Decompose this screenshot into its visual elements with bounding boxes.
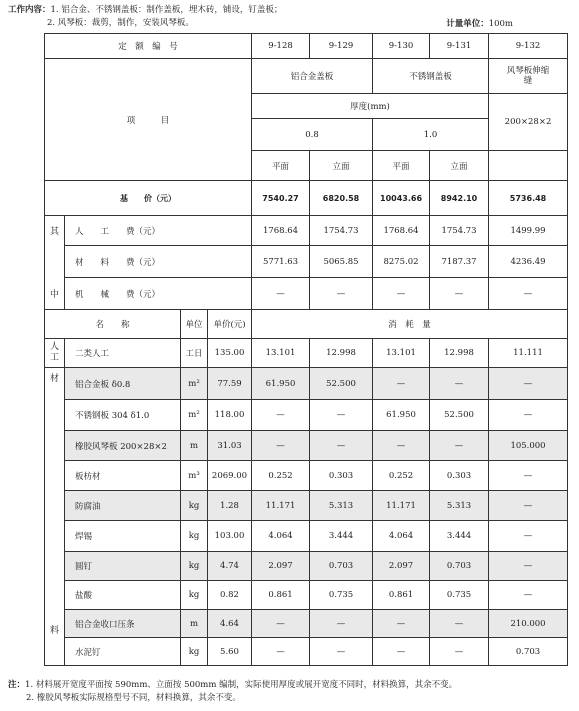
code-row bbox=[45, 34, 568, 59]
consumption-value: — bbox=[430, 610, 489, 638]
side-blank bbox=[45, 491, 65, 521]
material-row bbox=[45, 521, 568, 552]
consumption-value: 52.500 bbox=[430, 400, 489, 431]
material-unit: kg bbox=[181, 581, 208, 610]
group-aluminum: 铝合金盖板 bbox=[252, 59, 373, 94]
consumption-value: 5.313 bbox=[310, 491, 373, 521]
consumption-value: 13.101 bbox=[252, 339, 310, 368]
consumption-value: — bbox=[489, 368, 568, 400]
note-line1 bbox=[8, 679, 457, 692]
consumption-value: — bbox=[310, 431, 373, 461]
material-row bbox=[45, 610, 568, 638]
material-side-bottom: 料 bbox=[45, 610, 65, 638]
consumption-value: 0.735 bbox=[310, 581, 373, 610]
side-blank bbox=[45, 246, 65, 278]
consumption-value: 3.444 bbox=[310, 521, 373, 552]
material-name: 板枋材 bbox=[65, 461, 181, 491]
base-price-label: 基 价（元） bbox=[45, 181, 252, 216]
code-cell: 9-130 bbox=[373, 34, 430, 59]
consumption-value: — bbox=[489, 461, 568, 491]
material-name: 不锈钢板 304 δ1.0 bbox=[65, 400, 181, 431]
consumption-value: — bbox=[373, 610, 430, 638]
side-blank bbox=[45, 581, 65, 610]
material-name: 铝合金收口压条 bbox=[65, 610, 181, 638]
cost-value: 5065.85 bbox=[310, 246, 373, 278]
cost-row bbox=[45, 216, 568, 246]
consumption-value: 0.703 bbox=[310, 552, 373, 581]
material-row bbox=[45, 431, 568, 461]
material-price: 31.03 bbox=[208, 431, 252, 461]
cost-value: — bbox=[252, 278, 310, 310]
material-price: 2069.00 bbox=[208, 461, 252, 491]
consumption-value: 0.303 bbox=[430, 461, 489, 491]
group-row bbox=[45, 59, 568, 94]
unit-value: 100m bbox=[488, 19, 513, 29]
thickness-stainless: 1.0 bbox=[373, 119, 489, 151]
consumption-value: 5.313 bbox=[430, 491, 489, 521]
cost-value: 1754.73 bbox=[310, 216, 373, 246]
consumption-value: — bbox=[252, 638, 310, 666]
consumption-value: 2.097 bbox=[373, 552, 430, 581]
consumption-value: — bbox=[373, 638, 430, 666]
material-price: 5.60 bbox=[208, 638, 252, 666]
consumption-value: 52.500 bbox=[310, 368, 373, 400]
consumption-value: — bbox=[310, 400, 373, 431]
sub-vertical: 立面 bbox=[310, 151, 373, 181]
code-cell: 9-128 bbox=[252, 34, 310, 59]
consumption-value: — bbox=[373, 431, 430, 461]
thickness-aluminum: 0.8 bbox=[252, 119, 373, 151]
base-price-value: 7540.27 bbox=[252, 181, 310, 216]
col-consumption: 消 耗 量 bbox=[252, 310, 568, 339]
material-unit: m bbox=[181, 610, 208, 638]
material-price: 135.00 bbox=[208, 339, 252, 368]
base-price-value: 8942.10 bbox=[430, 181, 489, 216]
work-content-line1 bbox=[8, 4, 282, 16]
material-unit: kg bbox=[181, 491, 208, 521]
side-blank bbox=[45, 461, 65, 491]
base-price-value: 10043.66 bbox=[373, 181, 430, 216]
side-blank bbox=[45, 638, 65, 666]
material-name: 水泥钉 bbox=[65, 638, 181, 666]
base-price-value: 6820.58 bbox=[310, 181, 373, 216]
consumption-value: 61.950 bbox=[252, 368, 310, 400]
base-price-row bbox=[45, 181, 568, 216]
sub-flat: 平面 bbox=[373, 151, 430, 181]
consumption-value: — bbox=[489, 521, 568, 552]
col-unit: 单位 bbox=[181, 310, 208, 339]
consumption-value: — bbox=[489, 552, 568, 581]
material-price: 118.00 bbox=[208, 400, 252, 431]
cost-value: 5771.63 bbox=[252, 246, 310, 278]
consumption-value: 11.171 bbox=[373, 491, 430, 521]
consumption-value: 0.735 bbox=[430, 581, 489, 610]
material-unit: m² bbox=[181, 400, 208, 431]
material-unit: kg bbox=[181, 521, 208, 552]
cost-value: — bbox=[373, 278, 430, 310]
consumption-value: — bbox=[489, 581, 568, 610]
consumption-value: 0.303 bbox=[310, 461, 373, 491]
note-text1: 1. 材料展开宽度平面按 590mm、立面按 500mm 编制，实际使用厚度或展开宽度不同时，材料换算，其余不变。 bbox=[25, 680, 458, 690]
cost-label: 材 料 费（元） bbox=[65, 246, 252, 278]
code-cell: 9-131 bbox=[430, 34, 489, 59]
consumption-value: — bbox=[310, 610, 373, 638]
material-name: 橡胶风琴板 200×28×2 bbox=[65, 431, 181, 461]
item-label: 项 目 bbox=[45, 59, 252, 181]
material-unit: 工日 bbox=[181, 339, 208, 368]
cost-value: 4236.49 bbox=[489, 246, 568, 278]
consumption-value: — bbox=[252, 400, 310, 431]
consumption-value: 0.703 bbox=[430, 552, 489, 581]
cost-value: — bbox=[489, 278, 568, 310]
material-price: 4.64 bbox=[208, 610, 252, 638]
material-name: 盐酸 bbox=[65, 581, 181, 610]
material-row bbox=[45, 491, 568, 521]
thickness-label: 厚度(mm) bbox=[252, 94, 489, 119]
material-price: 77.59 bbox=[208, 368, 252, 400]
material-name: 铝合金板 δ0.8 bbox=[65, 368, 181, 400]
material-row bbox=[45, 400, 568, 431]
material-name: 焊锡 bbox=[65, 521, 181, 552]
organ-size: 200×28×2 bbox=[489, 94, 568, 151]
consumption-value: — bbox=[252, 431, 310, 461]
material-price: 1.28 bbox=[208, 491, 252, 521]
material-unit: m² bbox=[181, 368, 208, 400]
notes-label: 注： bbox=[8, 680, 26, 690]
group-stainless: 不锈钢盖板 bbox=[373, 59, 489, 94]
material-unit: kg bbox=[181, 638, 208, 666]
col-name: 名 称 bbox=[45, 310, 181, 339]
side-blank bbox=[45, 552, 65, 581]
consumption-value: 4.064 bbox=[373, 521, 430, 552]
consumption-value: 0.861 bbox=[252, 581, 310, 610]
code-cell: 9-129 bbox=[310, 34, 373, 59]
consumption-value: — bbox=[430, 638, 489, 666]
side-blank bbox=[45, 400, 65, 431]
consumption-value: — bbox=[252, 610, 310, 638]
cost-row bbox=[45, 246, 568, 278]
material-unit: kg bbox=[181, 552, 208, 581]
labor-row bbox=[45, 339, 568, 368]
consumption-value: 12.998 bbox=[430, 339, 489, 368]
consumption-value: — bbox=[373, 368, 430, 400]
consumption-value: 0.703 bbox=[489, 638, 568, 666]
consumption-value: 210.000 bbox=[489, 610, 568, 638]
material-row bbox=[45, 581, 568, 610]
consumption-value: — bbox=[310, 638, 373, 666]
consumption-value: 12.998 bbox=[310, 339, 373, 368]
consumption-value: — bbox=[430, 431, 489, 461]
consumption-value: 2.097 bbox=[252, 552, 310, 581]
work-content-line2: 2. 风琴板：裁剪，制作，安装风琴板。 bbox=[47, 18, 194, 28]
group-organ: 风琴板伸缩缝 bbox=[489, 59, 568, 94]
consumption-value: 0.252 bbox=[373, 461, 430, 491]
side-blank bbox=[45, 431, 65, 461]
notes bbox=[8, 679, 457, 705]
sub-flat: 平面 bbox=[252, 151, 310, 181]
material-side-top: 材 bbox=[45, 368, 65, 400]
work-content-text1: 1. 铝合金、不锈钢盖板：制作盖板，埋木砖，铺设，钉盖板； bbox=[50, 5, 283, 15]
consumption-value: 0.861 bbox=[373, 581, 430, 610]
cost-value: — bbox=[310, 278, 373, 310]
consumption-value: — bbox=[489, 491, 568, 521]
code-label: 定 额 编 号 bbox=[45, 34, 252, 59]
cost-value: 1768.64 bbox=[252, 216, 310, 246]
qi-label: 其 bbox=[45, 216, 65, 246]
cost-value: 1499.99 bbox=[489, 216, 568, 246]
material-name: 圆钉 bbox=[65, 552, 181, 581]
cost-value: 1754.73 bbox=[430, 216, 489, 246]
consumption-value: — bbox=[430, 368, 489, 400]
material-row bbox=[45, 461, 568, 491]
work-content-label: 工作内容： bbox=[8, 5, 51, 15]
cost-row bbox=[45, 278, 568, 310]
consumption-value: 11.111 bbox=[489, 339, 568, 368]
material-row bbox=[45, 368, 568, 400]
consumption-header-row bbox=[45, 310, 568, 339]
measurement-unit bbox=[446, 17, 513, 29]
consumption-value: 105.000 bbox=[489, 431, 568, 461]
consumption-value: 3.444 bbox=[430, 521, 489, 552]
zhong-label: 中 bbox=[45, 278, 65, 310]
cost-value: — bbox=[430, 278, 489, 310]
cost-value: 1768.64 bbox=[373, 216, 430, 246]
sub-vertical: 立面 bbox=[430, 151, 489, 181]
col-price: 单价(元) bbox=[208, 310, 252, 339]
base-price-value: 5736.48 bbox=[489, 181, 568, 216]
sub-empty bbox=[489, 151, 568, 181]
material-unit: m³ bbox=[181, 461, 208, 491]
quota-table bbox=[44, 33, 568, 666]
material-name: 防腐油 bbox=[65, 491, 181, 521]
material-price: 103.00 bbox=[208, 521, 252, 552]
material-name: 二类人工 bbox=[65, 339, 181, 368]
cost-value: 8275.02 bbox=[373, 246, 430, 278]
cost-label: 人 工 费（元） bbox=[65, 216, 252, 246]
material-price: 4.74 bbox=[208, 552, 252, 581]
material-unit: m bbox=[181, 431, 208, 461]
material-row bbox=[45, 552, 568, 581]
consumption-value: 0.252 bbox=[252, 461, 310, 491]
labor-side-label: 人工 bbox=[45, 339, 65, 368]
consumption-value: 13.101 bbox=[373, 339, 430, 368]
cost-value: 7187.37 bbox=[430, 246, 489, 278]
unit-label: 计量单位： bbox=[446, 19, 489, 29]
consumption-value: 4.064 bbox=[252, 521, 310, 552]
consumption-value: 11.171 bbox=[252, 491, 310, 521]
side-blank bbox=[45, 521, 65, 552]
consumption-value: — bbox=[489, 400, 568, 431]
cost-label: 机 械 费（元） bbox=[65, 278, 252, 310]
code-cell: 9-132 bbox=[489, 34, 568, 59]
material-row bbox=[45, 638, 568, 666]
material-price: 0.82 bbox=[208, 581, 252, 610]
note-line2: 2. 橡胶风琴板实际规格型号不同，材料换算，其余不变。 bbox=[26, 693, 241, 703]
consumption-value: 61.950 bbox=[373, 400, 430, 431]
